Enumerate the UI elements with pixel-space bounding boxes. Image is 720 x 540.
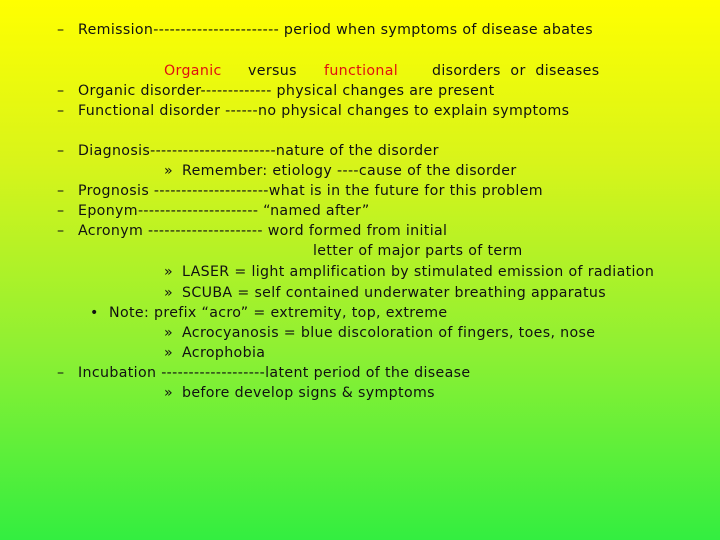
dash-marker: – [57, 103, 65, 119]
organic-label: Organic [164, 63, 222, 79]
dash-marker: – [57, 143, 65, 159]
incubation-subpoint: before develop signs & symptoms [182, 385, 435, 401]
dash-marker: – [57, 183, 65, 199]
organic-disorder-line: Organic disorder------------- physical changes are present [78, 83, 495, 99]
dash-marker: – [57, 22, 65, 38]
raquo-marker: » [164, 264, 174, 280]
note-line: Note: prefix “acro” = extremity, top, extreme [109, 305, 448, 321]
disorders-or-diseases-label: disorders or diseases [432, 63, 600, 79]
raquo-marker: » [164, 345, 174, 361]
raquo-marker: » [164, 325, 174, 341]
bullet-marker: • [90, 305, 99, 321]
diagnosis-subpoint: Remember: etiology ----cause of the disorder [182, 163, 517, 179]
remission-line: Remission----------------------- period when symptoms of disease abates [78, 22, 593, 38]
raquo-marker: » [164, 385, 174, 401]
acrophobia-example: Acrophobia [182, 345, 266, 361]
laser-example: LASER = light amplification by stimulated emission of radiation [182, 264, 655, 280]
dash-marker: – [57, 83, 65, 99]
prognosis-line: Prognosis ---------------------what is in the future for this problem [78, 183, 543, 199]
raquo-marker: » [164, 163, 174, 179]
raquo-marker: » [164, 285, 174, 301]
incubation-line: Incubation -------------------latent period of the disease [78, 365, 471, 381]
functional-label: functional [324, 63, 399, 79]
dash-marker: – [57, 223, 65, 239]
acrocyanosis-example: Acrocyanosis = blue discoloration of fingers, toes, nose [182, 325, 596, 341]
acronym-line: Acronym --------------------- word formed from initial [78, 223, 448, 239]
dash-marker: – [57, 203, 65, 219]
eponym-line: Eponym---------------------- “named after” [78, 203, 370, 219]
diagnosis-line: Diagnosis-----------------------nature of the disorder [78, 143, 439, 159]
dash-marker: – [57, 365, 65, 381]
functional-disorder-line: Functional disorder ------no physical changes to explain symptoms [78, 103, 570, 119]
acronym-continuation: letter of major parts of term [313, 243, 523, 259]
versus-label: versus [248, 63, 297, 79]
scuba-example: SCUBA = self contained underwater breathing apparatus [182, 285, 606, 301]
